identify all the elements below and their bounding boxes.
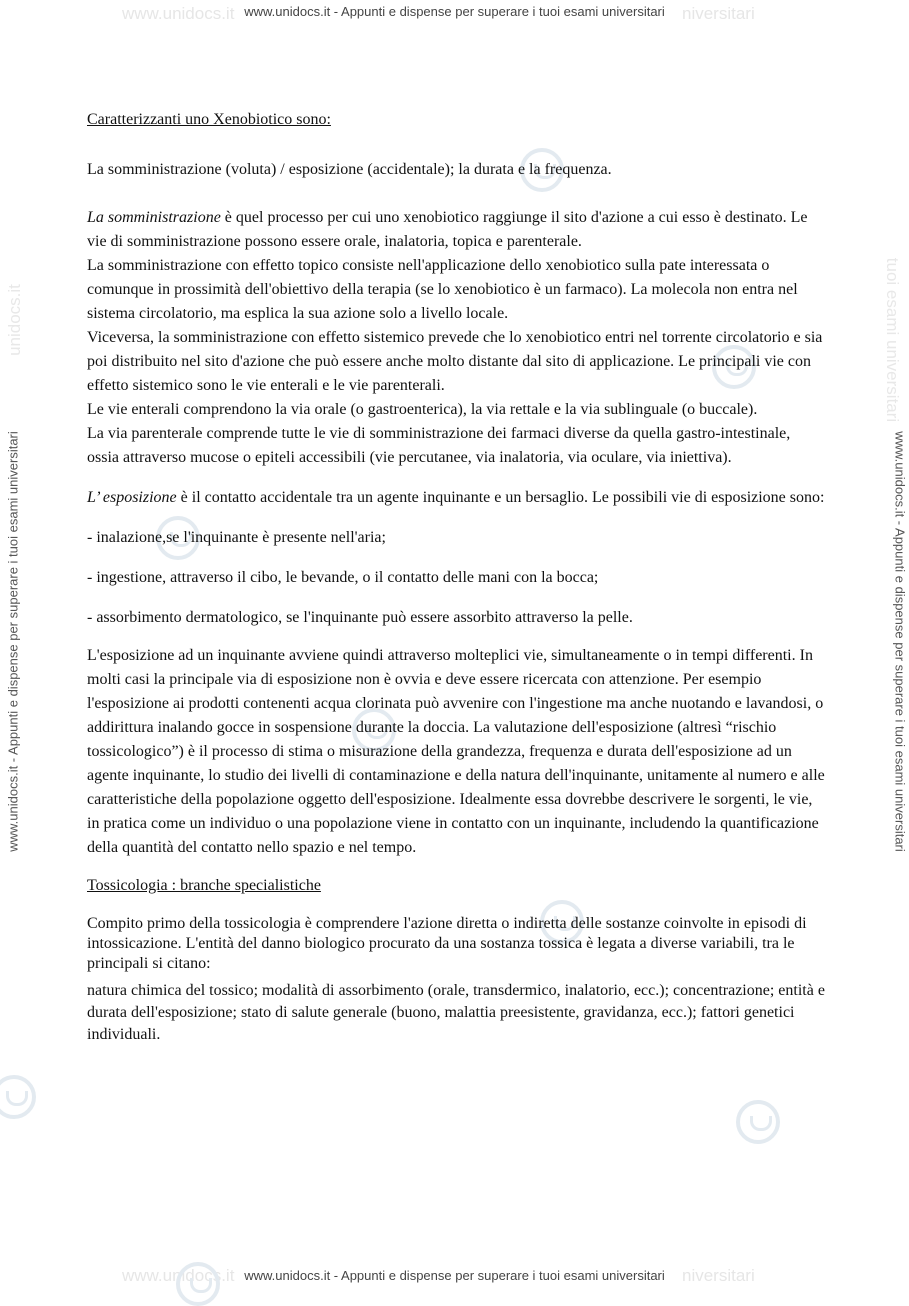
section-heading: Caratterizzanti uno Xenobiotico sono: [87, 111, 331, 128]
paragraph: La via parenterale comprende tutte le vie di somministrazione dei farmaci diverse da quella gastro-intestinale, ossia attraverso mucose o epiteli accessibili (vie percutanee, via inalatoria, via oculare, via iniettiva). [87, 425, 791, 466]
italic-term: L’ esposizione [87, 489, 177, 506]
watermark-faint-bottom-right: niversitari [682, 1266, 755, 1285]
watermark-right: www.unidocs.it - Appunti e dispense per superare i tuoi esami universitari [892, 431, 908, 852]
unidocs-logo-icon [176, 1262, 220, 1306]
list-item: - ingestione, attraverso il cibo, le bevande, o il contatto delle mani con la bocca; [87, 569, 599, 586]
paragraph: Le vie enterali comprendono la via orale (o gastroenterica), la via rettale e la via sublinguale (o buccale). [87, 401, 758, 418]
paragraph [87, 206, 825, 254]
italic-term: La somministrazione [87, 209, 221, 226]
document-body [87, 108, 825, 1046]
watermark-faint-top-left: www.unidocs.it [122, 4, 235, 23]
paragraph: La somministrazione con effetto topico consiste nell'applicazione dello xenobiotico sulla pate interessata o comunque in prossimità dell'obiettivo della terapia (se lo xenobiotico è un farmaco). La molecola non entra nel sistema circolatorio, ma esplica la sua azione solo a livello locale. [87, 257, 798, 322]
paragraph: Compito primo della tossicologia è comprendere l'azione diretta o indiretta delle sostanze coinvolte in episodi di intossicazione. L'entità del danno biologico procurato da una sostanza tossica è legata a diverse variabili, tra le principali si citano: [87, 915, 807, 972]
section-heading: Tossicologia : branche specialistiche [87, 877, 321, 894]
watermark-left: www.unidocs.it - Appunti e dispense per superare i tuoi esami universitari [5, 431, 21, 852]
paragraph: La somministrazione (voluta) / esposizione (accidentale); la durata e la frequenza. [87, 161, 612, 178]
paragraph-text: è quel processo per cui uno xenobiotico raggiunge il sito d'azione a cui esso è destinato. Le vie di somministrazione possono essere orale, inalatoria, topica e parenterale. [87, 209, 808, 250]
watermark-top: www.unidocs.it - Appunti e dispense per superare i tuoi esami universitari [244, 4, 665, 19]
list-item: - inalazione,se l'inquinante è presente nell'aria; [87, 529, 386, 546]
list-item: - assorbimento dermatologico, se l'inquinante può essere assorbito attraverso la pelle. [87, 609, 633, 626]
watermark-faint-left: unidocs.it [5, 284, 24, 356]
watermark-faint-top-right: niversitari [682, 4, 755, 23]
unidocs-logo-icon [736, 1100, 780, 1144]
paragraph: Viceversa, la somministrazione con effetto sistemico prevede che lo xenobiotico entri nel torrente circolatorio e sia poi distribuito nel sito d'azione che può essere anche molto distante dal sito di applicazione. Le principali vie con effetto sistemico sono le vie enterali e le vie parenterali. [87, 329, 823, 394]
watermark-bottom: www.unidocs.it - Appunti e dispense per superare i tuoi esami universitari [244, 1268, 665, 1283]
unidocs-logo-icon [0, 1075, 36, 1119]
paragraph: L'esposizione ad un inquinante avviene quindi attraverso molteplici vie, simultaneamente o in tempi differenti. In molti casi la principale via di esposizione non è ovvia e deve essere ricercata con attenzione. Per esempio l'esposizione ai prodotti contenenti acqua clorinata può avvenire con l'ingestione ma anche nuotando e lavandosi, o addirittura inalando gocce in sospensione durante la doccia. La valutazione dell'esposizione (altresì “rischio tossicologico”) è il processo di stima o misurazione della grandezza, frequenza e durata dell'esposizione ad un agente inquinante, lo studio dei livelli di contaminazione e della natura dell'inquinante, unitamente al numero e alle caratteristiche della popolazione oggetto dell'esposizione. Idealmente essa dovrebbe descrivere le sorgenti, le vie, in pratica come un individuo o una popolazione viene in contatto con un inquinante, includendo la quantificazione della quantità del contatto nello spazio e nel tempo. [87, 647, 825, 856]
paragraph: natura chimica del tossico; modalità di assorbimento (orale, transdermico, inalatorio, ecc.); concentrazione; entità e durata dell'esposizione; stato di salute generale (buono, malattia preesistente, gravidanza, ecc.); fattori genetici individuali. [87, 982, 825, 1043]
watermark-faint-right: tuoi esami universitari [883, 257, 902, 423]
paragraph-text: è il contatto accidentale tra un agente inquinante e un bersaglio. Le possibili vie di esposizione sono: [176, 489, 825, 506]
watermark-faint-bottom-left: www.unidocs.it [122, 1266, 235, 1285]
paragraph [87, 486, 825, 510]
